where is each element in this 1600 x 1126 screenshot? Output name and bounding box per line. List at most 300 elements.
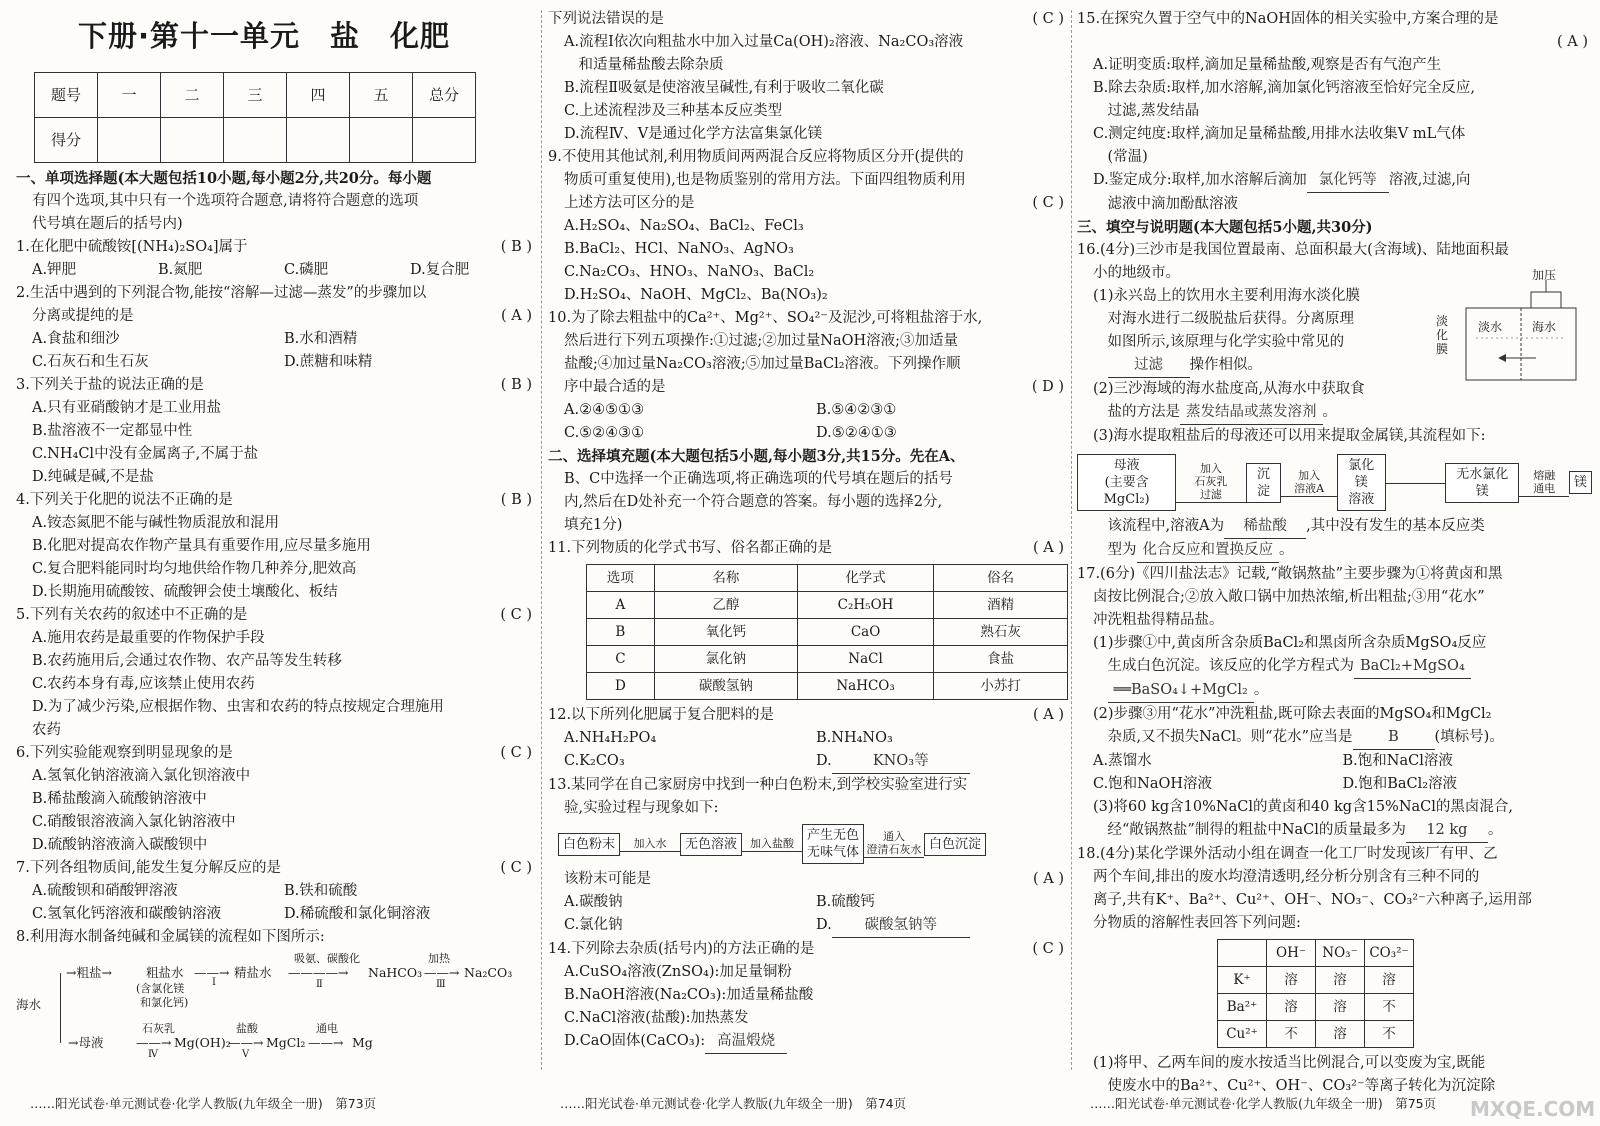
answer-bracket: ( C ) [1032,941,1064,957]
score-header-cell: 二 [161,73,224,118]
option: A.钾肥 [32,262,77,278]
option-row [548,750,1068,774]
flow-text: Ⅳ [148,1049,158,1060]
flow-text: NaHCO₃ [368,965,423,980]
answer-bracket: ( A ) [1556,34,1588,50]
option: D.复合肥 [410,262,470,278]
table-row [587,619,1068,646]
flow-box: 无水氯化镁 [1445,463,1519,503]
option-row [548,891,1068,914]
option: A.碳酸钠 [564,894,623,910]
table-cell: 食盐 [934,646,1068,673]
question-line: D.为了减少污染,应根据作物、虫害和农药的特点按规定合理施用 [32,699,444,715]
answer-fill: 碳酸氢钠等 [832,914,970,938]
question-line: 6.下列实验能观察到明显现象的是 ( C ) [16,742,536,765]
table-header-cell: OH⁻ [1267,940,1316,967]
question-line: 卤按比例混合;②放入敞口锅中加热浓缩,析出粗盐;③用“花水” [1093,589,1485,605]
question-line: 8.利用海水制备纯碱和金属镁的流程如下图所示: [16,929,325,945]
option: C.饱和NaOH溶液 [1093,776,1213,792]
question-line: 该粉末可能是 ( A ) [548,868,1068,891]
question-line: D.CaO固体(CaCO₃): 高温煅烧 [548,1030,1068,1054]
table-cell: CaO [797,619,933,646]
question-line: D.流程Ⅳ、Ⅴ是通过化学方法富集氯化镁 [564,126,823,142]
flow-box: 无色溶液 [680,833,742,856]
score-header-cell: 题号 [35,73,98,118]
option: A.蒸馏水 [1093,753,1152,769]
score-cell: 得分 [35,118,98,163]
label-membrane: 淡化膜 [1436,314,1449,356]
table-cell: C [587,646,655,673]
answer-fill: 12 kg [1406,819,1488,843]
question-line: 7.下列各组物质间,能发生复分解反应的是 ( C ) [16,857,536,880]
answer-bracket: ( B ) [500,239,532,255]
question-line: B.稀盐酸滴入硫酸钠溶液中 [32,791,207,807]
question-line: (1)永兴岛上的饮用水主要利用海水淡化膜 [1093,288,1361,304]
question-line: 4.下列关于化肥的说法不正确的是 ( B ) [16,489,536,512]
flow-text: 精盐水 [234,965,272,980]
table-header-row [587,565,1068,592]
table-cell: 碳酸氢钠 [654,673,797,700]
question-line: D.长期施用硫酸铵、硫酸钾会使土壤酸化、板结 [32,584,338,600]
question-line: 对海水进行二级脱盐后获得。分离原理 [1093,311,1354,327]
question-line: 分物质的溶解性表回答下列问题: [1093,915,1301,931]
answer-fill: 稀盐酸 [1224,515,1306,539]
question-line: B.流程Ⅱ吸氨是使溶液呈碱性,有利于吸收二氧化碳 [564,80,884,96]
option: A.硫酸钡和硝酸钾溶液 [32,883,178,899]
flow-text: 和氯化钙) [140,996,189,1009]
flow-branch-line [60,973,61,1043]
question-line: 如图所示,该原理与化学实验中常见的 [1093,334,1345,350]
question-line: 3.下列关于盐的说法正确的是 ( B ) [16,374,536,397]
question-line: C.农药本身有毒,应该禁止使用农药 [32,676,255,692]
question-line: (2)步骤③用“花水”冲洗粗盐,既可除去表面的MgSO₄和MgCl₂ [1093,706,1492,722]
question-line: 下列说法错误的是 ( C ) [548,8,1068,31]
table-cell: 氯化钠 [654,646,797,673]
flow-arrow [1386,482,1445,484]
flow-arrow [1176,462,1245,503]
footer-page-73: ……阳光试卷·单元测试卷·化学人教版(九年级全一册) 第73页 [30,1096,377,1111]
column-divider [541,10,542,1070]
answer-fill: 蒸发结晶或蒸发溶剂 [1180,401,1323,425]
option: B.饱和NaCl溶液 [1342,753,1453,769]
answer-fill: B [1353,726,1435,750]
question-line: B.盐溶液不一定都显中性 [32,423,193,439]
flow-box [802,824,864,864]
table-header-cell: 名称 [654,565,797,592]
option: C.氢氧化钙溶液和碳酸钠溶液 [32,906,222,922]
question-line: 物质可重复使用),也是物质鉴别的常用方法。下面四组物质利用 [564,172,966,188]
option: C.K₂CO₃ [564,753,625,769]
flow-text: Ⅰ [212,977,216,988]
table-row [587,646,1068,673]
question-line: 过滤 操作相似。 [1077,354,1592,378]
question-line: 离子,共有K⁺、Ba²⁺、Cu²⁺、OH⁻、NO₃⁻、CO₃²⁻六种离子,运用部 [1093,892,1532,908]
solubility-table [1217,939,1414,1048]
flow-text: (主要含MgCl₂) [1103,475,1150,507]
arrow-label: 加入 [1199,462,1222,475]
flow-text: 氯化镁 [1348,458,1375,490]
arrow-label: 过滤 [1199,488,1222,501]
question-line: 盐酸;④加过量Na₂CO₃溶液;⑤加过量BaCl₂溶液。下列操作顺 [564,356,961,372]
flow-box: 白色粉末 [558,833,620,856]
option: D. KNO₃等 [816,750,1068,774]
answer-fill: BaCl₂+MgSO₄ [1354,655,1471,679]
table-cell: NaHCO₃ [797,673,933,700]
question-line: B.NaOH溶液(Na₂CO₃):加适量稀盐酸 [564,987,814,1003]
score-header-cell: 一 [98,73,161,118]
question-line: 该流程中,溶液A为 稀盐酸 ,其中没有发生的基本反应类 [1077,515,1592,539]
flow-text: 盐酸 [236,1022,258,1035]
question-line: D.硫酸钠溶液滴入碳酸钡中 [32,837,208,853]
question-line: 杂质,又不损失NaCl。则“花水”应当是 B (填标号)。 [1077,726,1592,750]
question-line: 和适量稀盐酸去除杂质 [564,57,724,73]
question-line: 小的地级市。 [1093,265,1180,281]
questions-8-11 [548,8,1068,560]
flow-box: 白色沉淀 [924,833,986,856]
flow-text: Mg(OH)₂ [174,1035,231,1050]
flow-text: 无味气体 [807,845,860,860]
answer-fill: KNO₃等 [832,750,970,774]
question-line: 经“敞锅熬盐”制得的粗盐中NaCl的质量最多为 12 kg 。 [1077,819,1592,843]
score-cell [161,118,224,163]
arrow-label: 通电 [1533,481,1556,495]
table-header-cell: 化学式 [797,565,933,592]
answer-bracket: ( A ) [500,308,532,324]
answer-bracket: ( B ) [500,492,532,508]
option-row [548,399,1068,422]
score-cell [224,118,287,163]
flow-arrow [742,837,802,852]
table-row [1218,967,1414,994]
question-line: A.流程Ⅰ依次向粗盐水中加入过量Ca(OH)₂溶液、Na₂CO₃溶液 [564,34,964,50]
option: D.蔗糖和味精 [284,354,373,370]
table-header-row [1218,940,1414,967]
option: C.磷肥 [284,262,329,278]
question-line: A.氢氧化钠溶液滴入氯化钡溶液中 [32,768,251,784]
flow-text: 母液 [1113,458,1140,473]
answer-bracket: ( C ) [1032,195,1064,211]
flow-text: ——→ [228,1035,264,1050]
option: B.水和酒精 [284,331,358,347]
table-header-cell: 选项 [587,565,655,592]
answer-bracket: ( B ) [500,377,532,393]
question-line: 17.(6分)《四川盐法志》记载,“敞锅熬盐”主要步骤为①将黄卤和黑 [1077,566,1503,582]
option: D.饱和BaCl₂溶液 [1342,776,1458,792]
flow-arrow [1519,469,1569,497]
watermark: MXQE.COM [1470,1097,1596,1121]
option: A.食盐和细沙 [32,331,120,347]
flow-box: 沉淀 [1246,463,1282,503]
table-cell: 溶 [1316,967,1365,994]
option: C.石灰石和生石灰 [32,354,149,370]
table-cell: 小苏打 [934,673,1068,700]
question-line: 滤液中滴加酚酞溶液 [1093,196,1238,212]
option: D.稀硫酸和氯化铜溶液 [284,906,431,922]
flow-text: ——→ [424,965,460,980]
column-3 [1077,8,1592,1094]
answer-fill: ══BaSO₄↓+MgCl₂ [1108,679,1254,703]
answer-fill: 氯化钙等 [1307,169,1389,193]
table-cell: 溶 [1365,967,1414,994]
label-sea-water: 海水 [1532,320,1557,334]
question-line: B.除去杂质:取样,加水溶解,滴加氯化钙溶液至恰好完全反应, [1093,80,1475,96]
questions-12-13 [548,704,1068,820]
flow-arrow [620,837,680,852]
flow-text: MgCl₂ [266,1035,306,1050]
question-line: 代号填在题后的括号内) [32,216,183,232]
question-line: 型为 化合反应和置换反应 。 [1077,539,1592,563]
footer-page-74: ……阳光试卷·单元测试卷·化学人教版(九年级全一册) 第74页 [560,1096,907,1111]
table-cell: D [587,673,655,700]
question-line: 分离或提纯的是 ( A ) [16,305,536,328]
score-header-cell: 四 [287,73,350,118]
footer-page-75: ……阳光试卷·单元测试卷·化学人教版(九年级全一册) 第75页 [1090,1096,1437,1111]
option: D.⑤②④①③ [816,425,897,441]
score-cell [287,118,350,163]
question-line: C.NH₄Cl中没有金属离子,不属于盐 [32,446,259,462]
option: B.氮肥 [158,262,203,278]
option: B.铁和硫酸 [284,883,358,899]
question-line: D.H₂SO₄、NaOH、MgCl₂、Ba(NO₃)₂ [564,287,828,303]
table-cell: 熟石灰 [934,619,1068,646]
membrane-figure [1436,278,1586,388]
answer-bracket: ( C ) [1032,11,1064,27]
question-line: 10.为了除去粗盐中的Ca²⁺、Mg²⁺、SO₄²⁻及泥沙,可将粗盐溶于水, [548,310,983,326]
question-line: 使废水中的Ba²⁺、Cu²⁺、OH⁻、CO₃²⁻等离子转化为沉淀除 [1093,1078,1496,1094]
question-line: 盐的方法是 蒸发结晶或蒸发溶剂 。 [1077,401,1592,425]
question-line: B.农药施用后,会通过农作物、农产品等发生转移 [32,653,342,669]
question-line: B、C中选择一个正确选项,将正确选项的代号填在题后的括号 [564,471,953,487]
question-line: A.铵态氮肥不能与碱性物质混放和混用 [32,515,280,531]
question-line: 2.生活中遇到的下列混合物,能按“溶解—过滤—蒸发”的步骤加以 [16,285,427,301]
flow-text: 石灰乳 [142,1022,175,1035]
score-cell [350,118,413,163]
question-line: (3)将60 kg含10%NaCl的黄卤和40 kg含15%NaCl的黑卤混合, [1093,799,1513,815]
option-row [16,259,536,282]
flow-text: Ⅲ [436,979,446,990]
flow-text: →母液 [68,1035,104,1050]
answer-bracket: ( A ) [1032,707,1064,723]
question-line: (1)步骤①中,黄卤所含杂质BaCl₂和黑卤所含杂质MgSO₄反应 [1093,635,1487,651]
question-line: 有四个选项,其中只有一个选项符合题意,请将符合题意的选项 [32,193,419,209]
option: D. 碳酸氢钠等 [816,914,1068,938]
table-cell: Cu²⁺ [1218,1021,1267,1048]
score-header-cell: 五 [350,73,413,118]
answer-fill: 化合反应和置换反应 [1137,539,1280,563]
question-line: 18.(4分)某化学课外活动小组在调查一化工厂时发现该厂有甲、乙 [1077,846,1498,862]
arrow-label-top: 加入水 [633,836,667,850]
question-line: 填充1分) [564,517,623,533]
question-line: C.NaCl溶液(盐酸):加热蒸发 [564,1010,749,1026]
flow-box: 镁 [1569,471,1592,494]
table-row [587,592,1068,619]
question-line: C.Na₂CO₃、HNO₃、NaNO₃、BaCl₂ [564,264,815,280]
option-row [1077,750,1592,773]
option: B.NH₄NO₃ [816,730,893,746]
question-line: 上述方法可区分的是 ( C ) [548,192,1068,215]
questions-16-18 [1077,515,1592,935]
flow-chart-q16 [1077,454,1592,511]
label-press: 加压 [1532,268,1557,282]
arrow-label-bottom: 澄清石灰水 [866,843,922,856]
question-line: (常温) [1093,149,1148,165]
question-line: A.只有亚硝酸钠才是工业用盐 [32,400,222,416]
table-row [1218,994,1414,1021]
question-line: (3)海水提取粗盐后的母液还可以用来提取金属镁,其流程如下: [1093,428,1486,444]
arrow-label-top: 加入盐酸 [750,836,795,850]
option-row [16,328,536,351]
arrow-label: 加入 [1298,468,1321,482]
section-heading: 三、填空与说明题(本大题包括5小题,共30分) [1077,219,1373,236]
flow-arrow [864,830,924,858]
table-row [1218,1021,1414,1048]
table-row [587,673,1068,700]
option: C.⑤②④③① [564,425,645,441]
question-line: 11.下列物质的化学式书写、俗名都正确的是 ( A ) [548,537,1068,560]
answer-bracket: ( C ) [500,745,532,761]
questions-15-16 [1077,8,1592,448]
answer-bracket: ( D ) [1031,379,1064,395]
question-line: 农药 [32,722,61,738]
question-line: C.硝酸银溶液滴入氯化钠溶液中 [32,814,236,830]
question-line: 14.下列除去杂质(括号内)的方法正确的是 ( C ) [548,938,1068,961]
flow-chart-q13 [548,824,1068,864]
flow-text: Ⅴ [242,1049,250,1060]
flow-text: ————→ [288,965,349,980]
flow-text: ——→ [136,1035,172,1050]
page-title: 下册·第十一单元 盐 化肥 [78,19,451,53]
question-line: C.上述流程涉及三种基本反应类型 [564,103,783,119]
question-line: 过滤,蒸发结晶 [1093,103,1200,119]
question-line: A.H₂SO₄、Na₂SO₄、BaCl₂、FeCl₃ [564,218,804,234]
question-line: 5.下列有关农药的叙述中不正确的是 ( C ) [16,604,536,627]
table-cell: A [587,592,655,619]
question-line: (1)将甲、乙两车间的废水按适当比例混合,可以变废为宝,既能 [1093,1055,1486,1071]
score-header-cell: 三 [224,73,287,118]
answer-bracket: ( C ) [500,607,532,623]
table-header-cell: CO₃²⁻ [1365,940,1414,967]
option: A.②④⑤①③ [564,402,645,418]
arrow-label-top: 通入 [883,830,906,843]
question-line: B.BaCl₂、HCl、NaNO₃、AgNO₃ [564,241,794,257]
section-heading: 二、选择填充题(本大题包括5小题,每小题3分,共15分。先在A、 [548,448,965,465]
question-line: 序中最合适的是 ( D ) [548,376,1068,399]
question-line: 13.某同学在自己家厨房中找到一种白色粉末,到学校实验室进行实 [548,777,968,793]
option-row [16,351,536,374]
arrow-label: 石灰乳 [1194,475,1228,488]
table-cell: 不 [1365,1021,1414,1048]
question-line: 1.在化肥中硫酸铵[(NH₄)₂SO₄]属于 ( B ) [16,236,536,259]
option-row [16,903,536,926]
table-cell: Ba²⁺ [1218,994,1267,1021]
question-line: (2)三沙海域的海水盐度高,从海水中获取食 [1093,381,1365,397]
table-cell: 溶 [1267,994,1316,1021]
flow-text: Ⅱ [316,979,323,990]
flow-text: ——→ [308,1035,344,1050]
question-line: C.复合肥料能同时均匀地供给作物几种养分,肥效高 [32,561,357,577]
flow-text: 加热 [428,952,450,965]
table-header-cell: 俗名 [934,565,1068,592]
answer-line [1077,31,1592,54]
question-line: ══BaSO₄↓+MgCl₂ 。 [1077,679,1592,703]
question-line: 冲洗粗盐得精品盐。 [1093,612,1224,628]
flow-text: 产生无色 [807,828,860,843]
answer-fill: 过滤 [1108,354,1190,378]
flow-chart-q8 [16,949,536,1069]
flow-text: 通电 [316,1022,338,1035]
questions-1-8 [16,167,536,949]
table-cell: 酒精 [934,592,1068,619]
score-cell [413,118,476,163]
flow-text: (含氯化镁 [136,982,185,995]
label-fresh-water: 淡水 [1478,320,1503,334]
question-line: A.施用农药是最重要的作物保护手段 [32,630,265,646]
table-header-cell [1218,940,1267,967]
question-line: 12.以下所列化肥属于复合肥料的是 ( A ) [548,704,1068,727]
question-line: 验,实验过程与现象如下: [564,800,719,816]
question-line: 16.(4分)三沙市是我国位置最南、总面积最大(含海域)、陆地面积最 [1077,242,1509,258]
answer-bracket: ( A ) [1032,871,1064,887]
flow-text: 粗盐水 [146,965,184,980]
option: B.⑤④②③① [816,402,897,418]
answer-bracket: ( C ) [500,860,532,876]
table-q11 [586,564,1068,700]
question-line: 生成白色沉淀。该反应的化学方程式为 BaCl₂+MgSO₄ [1077,655,1592,679]
question-line: A.CuSO₄溶液(ZnSO₄):加足量铜粉 [564,964,792,980]
table-cell: 溶 [1316,994,1365,1021]
table-cell: K⁺ [1218,967,1267,994]
table-cell: B [587,619,655,646]
section-heading: 一、单项选择题(本大题包括10小题,每小题2分,共20分。每小题 [16,170,432,187]
table-cell: C₂H₅OH [797,592,933,619]
table-cell: 不 [1365,994,1414,1021]
question-line: A.证明变质:取样,滴加足量稀盐酸,观察是否有气泡产生 [1093,57,1442,73]
flow-box [1077,454,1176,511]
arrow-label: 熔融 [1533,468,1556,482]
question-line: 两个车间,排出的废水均澄清透明,经分析分别含有三种不同的 [1093,869,1480,885]
column-2 [548,8,1068,1070]
table-cell: 乙醇 [654,592,797,619]
option-row [548,727,1068,750]
option: B.硫酸钙 [816,894,875,910]
score-cell [98,118,161,163]
flow-text: ——→ [194,965,230,980]
answer-bracket: ( A ) [1032,540,1064,556]
question-line: 15.在探究久置于空气中的NaOH固体的相关实验中,方案合理的是 [1077,11,1499,27]
flow-box [1337,454,1386,511]
table-header-cell: NO₃⁻ [1316,940,1365,967]
flow-text: 海水 [16,997,42,1012]
question-line: D.鉴定成分:取样,加水溶解后滴加 氯化钙等 溶液,过滤,向 [1077,169,1592,193]
flow-text: →粗盐→ [66,965,112,980]
option-row [16,880,536,903]
table-cell: 氧化钙 [654,619,797,646]
score-table [34,72,476,163]
question-line: 然后进行下列五项操作:①过滤;②加过量NaOH溶液;③加适量 [564,333,959,349]
questions-13-14 [548,868,1068,1054]
table-cell: NaCl [797,646,933,673]
arrow-label: 溶液A [1294,481,1325,495]
question-line: C.测定纯度:取样,滴加足量稀盐酸,用排水法收集V mL气体 [1093,126,1466,142]
table-cell: 溶 [1267,967,1316,994]
table-cell: 溶 [1316,1021,1365,1048]
answer-fill: 高温煅烧 [705,1030,787,1054]
flow-text: Mg [352,1035,373,1050]
question-line: B.化肥对提高农作物产量具有重要作用,应尽量多施用 [32,538,371,554]
option: A.NH₄H₂PO₄ [564,730,657,746]
flow-text: 吸氨、碳酸化 [294,952,360,965]
flow-text: Na₂CO₃ [464,965,513,980]
